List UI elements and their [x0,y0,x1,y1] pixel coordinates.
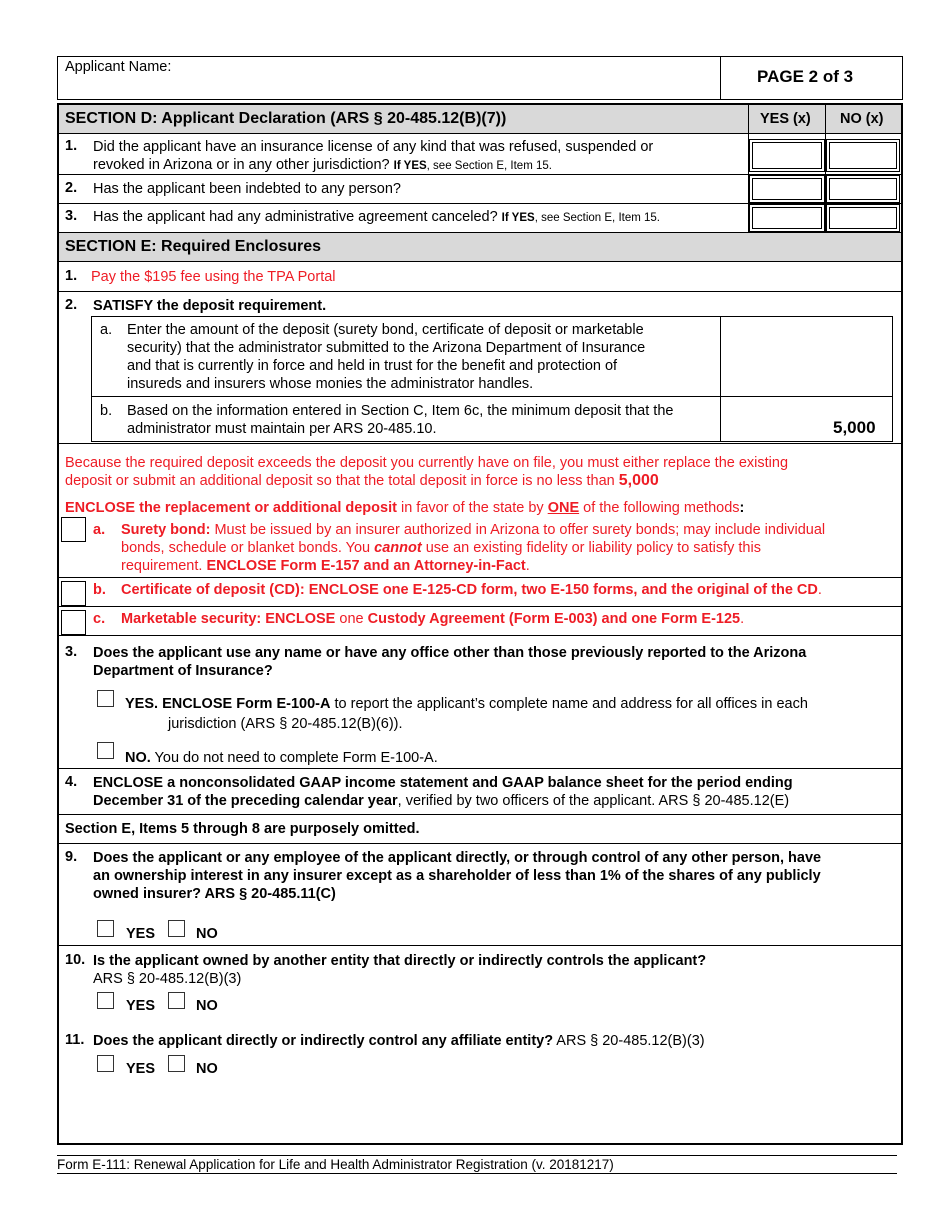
e-2b-line1: Based on the information entered in Section C, Item 6c, the minimum deposit that the [127,403,674,419]
notice-line2-text: deposit or submit an additional deposit so that the total deposit in force is no less than [65,473,615,489]
item3-no-text [125,749,438,767]
deposit-table-row-divider [91,396,893,397]
divider [59,945,901,946]
method-a-l1: Must be issued by an insurer authorized in Arizona to offer surety bonds; may include individual [210,522,826,538]
item3-no-bold: NO. [125,750,151,766]
divider [59,203,901,204]
e-item-3-q1: Does the applicant use any name or have any office other than those previously reported to the Arizona [93,645,807,661]
divider [59,174,901,175]
no-col-divider [825,105,826,232]
item10-yes-label: YES [126,998,156,1014]
item11-yes-label: YES [126,1061,156,1077]
method-a-l2a: bonds, schedule or blanket bonds. You [121,540,375,556]
marketable-security-checkbox[interactable] [61,610,86,635]
item10-yes-checkbox[interactable] [97,992,114,1009]
method-c-label: c. [93,611,106,627]
item3-yes-bold: YES. ENCLOSE Form E-100-A [125,696,331,712]
e-2b-line2: administrator must maintain per ARS 20-485.10. [127,421,437,437]
e-2b-label: b. [100,403,113,419]
enclose-instruction [65,499,744,517]
cd-checkbox[interactable] [61,581,86,606]
header-divider [720,56,721,100]
footer-rule-bottom [57,1173,897,1174]
d-item-3-note-bold: If YES [501,212,535,224]
divider [59,814,901,815]
method-a-label: a. [93,522,106,538]
enclose-one: ONE [547,500,580,516]
e-2a-line1: Enter the amount of the deposit (surety bond, certificate of deposit or marketable [127,322,644,338]
method-b-end: . [817,582,822,598]
e-item-11-text [93,1032,705,1050]
notice-line1: Because the required deposit exceeds the deposit you currently have on file, you must either replace the existing [65,455,789,471]
method-b-bold: Certificate of deposit (CD): ENCLOSE one E-125-CD form, two E-150 forms, and the original of the CD [121,582,818,598]
e-item-3-num: 3. [65,644,78,660]
enclose-colon: : [739,500,745,516]
e-item-10-l1: Is the applicant owned by another entity that directly or indirectly controls the applicant? [93,953,707,969]
divider [59,635,901,636]
method-c-text [121,610,744,628]
section-d-title: SECTION D: Applicant Declaration (ARS § 20-485.12(B)(7)) [65,110,507,127]
d-item-1-num: 1. [65,138,78,154]
e-item-9-l3: owned insurer? ARS § 20-485.11(C) [93,886,336,902]
surety-bond-checkbox[interactable] [61,517,86,542]
e-item-9-num: 9. [65,849,78,865]
e-item-9-l1: Does the applicant or any employee of the applicant directly, or through control of any other person, have [93,850,822,866]
divider [59,291,901,292]
e-item-1-num: 1. [65,268,78,284]
item11-no-label: NO [196,1061,218,1077]
notice-line2 [65,472,659,490]
enclose-bold: ENCLOSE the replacement or additional deposit [65,500,397,516]
divider [59,443,901,444]
e-item-4-l1: ENCLOSE a nonconsolidated GAAP income statement and GAAP balance sheet for the period ending [93,775,793,791]
frame-right [901,104,903,1145]
method-b-text [121,581,822,599]
d-item-1-yes-input[interactable] [752,142,822,169]
method-a-l3c: . [525,558,530,574]
e-item-4-l2-bold: December 31 of the preceding calendar year [93,793,398,809]
section-e-title: SECTION E: Required Enclosures [65,238,322,255]
enclose-mid: in favor of the state by [396,500,548,516]
e-2a-line4: insureds and insurers whose monies the administrator handles. [127,376,534,392]
divider [59,261,901,262]
minimum-deposit-value: 5,000 [833,418,876,437]
method-a-l2b: use an existing fidelity or liability policy to satisfy this [421,540,761,556]
item10-no-checkbox[interactable] [168,992,185,1009]
item11-yes-checkbox[interactable] [97,1055,114,1072]
method-b-label: b. [93,582,106,598]
omitted-note: Section E, Items 5 through 8 are purposely omitted. [65,821,420,837]
item11-no-checkbox[interactable] [168,1055,185,1072]
e-2a-line2: security) that the administrator submitted to the Arizona Department of Insurance [127,340,646,356]
d-item-3-note: , see Section E, Item 15. [534,212,660,224]
applicant-name-label: Applicant Name: [65,59,172,75]
item9-yes-label: YES [126,926,156,942]
item3-yes-checkbox[interactable] [97,690,114,707]
page-label: PAGE 2 of 3 [757,67,854,86]
e-item-11-bold: Does the applicant directly or indirectly control any affiliate entity? [93,1033,554,1049]
divider [59,133,901,134]
item3-no-rest: You do not need to complete Form E-100-A. [150,750,438,766]
e-2a-label: a. [100,322,113,338]
item3-yes-line2: jurisdiction (ARS § 20-485.12(B)(6)). [168,716,403,732]
footer-text: Form E-111: Renewal Application for Life and Health Administrator Registration (v. 20181217) [57,1157,614,1172]
e-item-2-num: 2. [65,297,78,313]
d-item-2-yes-input[interactable] [752,178,822,200]
method-a-line1 [121,521,825,539]
method-a-bold: Surety bond: [121,522,211,538]
d-item-1-no-input[interactable] [829,142,897,169]
method-a-line2 [121,539,761,557]
method-c-mid: one [335,611,368,627]
e-item-9-l2: an ownership interest in any insurer except as a shareholder of less than 1% of the shares of any publicly [93,868,821,884]
e-item-10-num: 10. [65,952,86,968]
no-col-header: NO (x) [840,111,884,127]
d-item-3-text [93,208,660,227]
method-c-end: . [740,611,745,627]
enclose-end: of the following methods [579,500,740,516]
item3-yes-rest: to report the applicant’s complete name and address for all offices in each [330,696,808,712]
e-item-4-num: 4. [65,774,78,790]
d-item-3-no-input[interactable] [829,207,897,229]
d-item-2-text: Has the applicant been indebted to any person? [93,181,401,197]
e-item-3-q2: Department of Insurance? [93,663,273,679]
yes-col-header: YES (x) [760,111,811,127]
d-item-3-yes-input[interactable] [752,207,822,229]
method-c-bold1: Marketable security: ENCLOSE [121,611,336,627]
yes-col-divider [748,105,749,232]
d-item-1-line2 [93,156,552,175]
e-item-2-title: SATISFY the deposit requirement. [93,298,327,314]
d-item-1-note: , see Section E, Item 15. [426,160,552,172]
method-a-l3a: requirement. [121,558,207,574]
d-item-1-line2-text: revoked in Arizona or in any other jurisdiction? [93,157,390,173]
item9-no-label: NO [196,926,218,942]
item3-no-checkbox[interactable] [97,742,114,759]
d-item-3-question: Has the applicant had any administrative agreement canceled? [93,209,498,225]
item9-no-checkbox[interactable] [168,920,185,937]
d-item-2-num: 2. [65,180,78,196]
e-item-4-l2-rest: , verified by two officers of the applicant. ARS § 20-485.12(E) [397,793,790,809]
divider [59,768,901,769]
frame-bottom [57,1143,903,1145]
d-item-2-no-input[interactable] [829,178,897,200]
method-c-bold2: Custody Agreement (Form E-003) and one Form E-125 [367,611,741,627]
e-item-11-num: 11. [65,1032,85,1048]
item3-yes-text [125,695,808,713]
d-item-1-line1: Did the applicant have an insurance license of any kind that was refused, suspended or [93,139,654,155]
divider [59,606,901,607]
deposit-amount-input[interactable] [721,317,892,395]
e-item-4-l2 [93,792,789,810]
method-a-cannot: cannot [374,540,422,556]
e-2a-line3: and that is currently in force and held in trust for the benefit and protection of [127,358,618,374]
item10-no-label: NO [196,998,218,1014]
divider [59,577,901,578]
method-a-l3b: ENCLOSE Form E-157 and an Attorney-in-Fact [206,558,526,574]
notice-amount: 5,000 [618,472,659,489]
d-item-1-note-bold: If YES [393,160,427,172]
item9-yes-checkbox[interactable] [97,920,114,937]
e-item-11-rest: ARS § 20-485.12(B)(3) [553,1033,705,1049]
e-item-1-text: Pay the $195 fee using the TPA Portal [91,269,336,285]
e-item-10-l2: ARS § 20-485.12(B)(3) [93,971,242,987]
method-a-line3 [121,557,530,575]
d-item-3-num: 3. [65,208,78,224]
divider [59,843,901,844]
